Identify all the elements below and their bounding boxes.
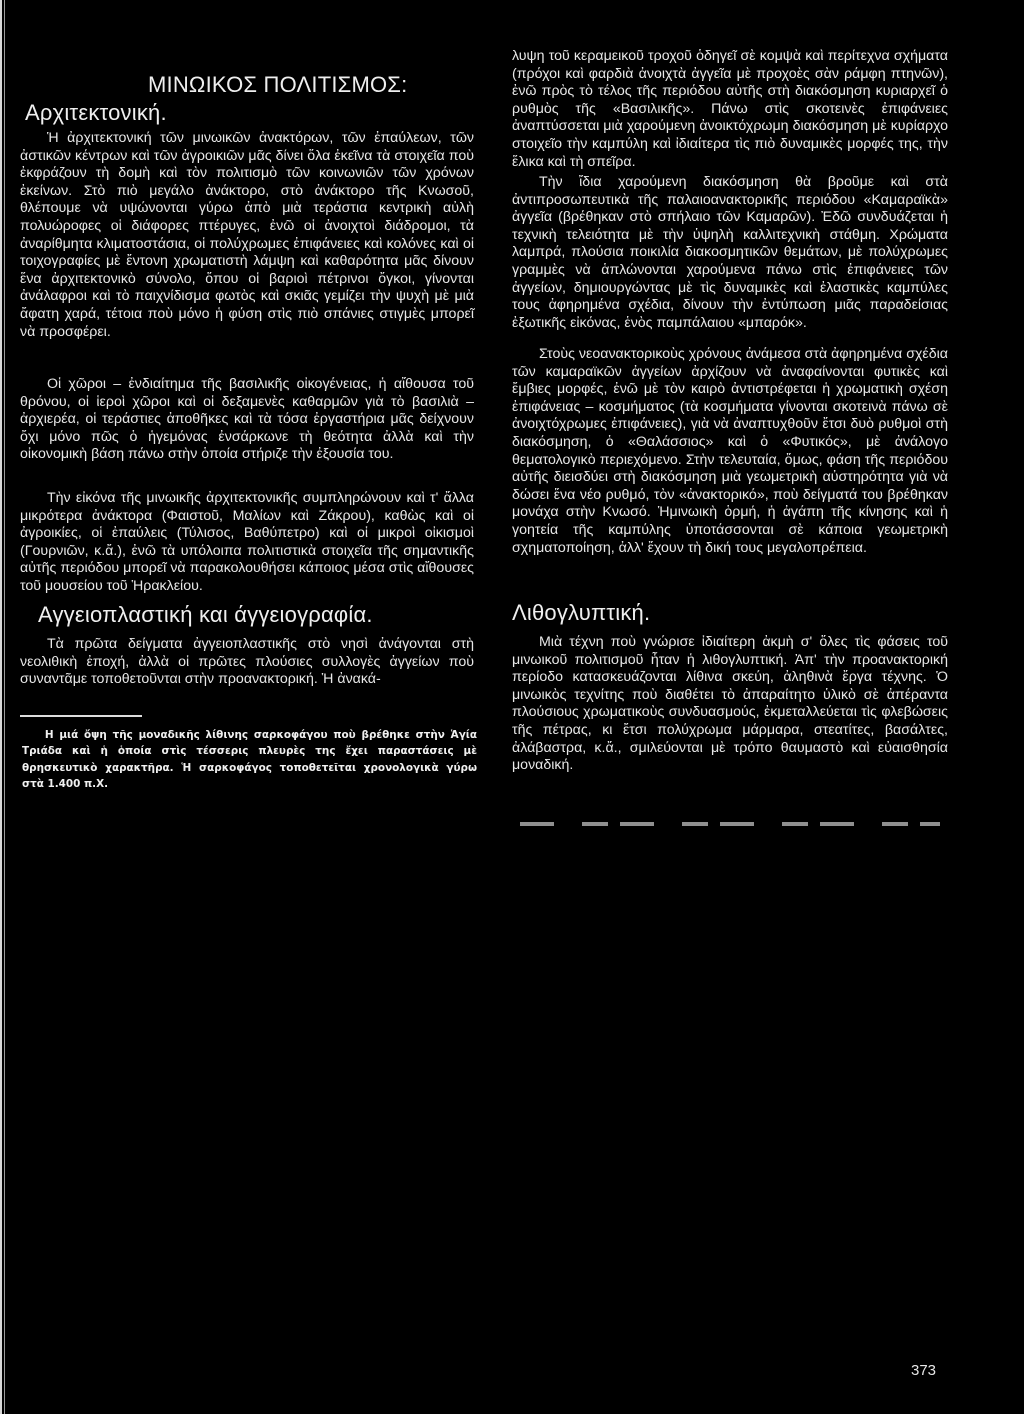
section-heading-architecture: Αρχιτεκτονική. [25, 100, 167, 125]
left-paragraph-4: Τὰ πρῶτα δείγματα ἀγγειοπλαστικῆς στὸ νησὶ ἀνάγονται στὴ νεολιθικὴ ἐποχή, ἀλλὰ οἱ πρῶτες πλούσιες συλλογὲς ἀγγείων ποὺ συναντᾶμε τοποθετοῦνται στὴν προανακτορική. Ἡ ἀνακά- [20, 636, 474, 688]
page-number: 373 [911, 1362, 937, 1379]
scan-edge [0, 0, 6, 1414]
left-paragraph-1: Ἡ ἀρχιτεκτονική τῶν μινωικῶν ἀνακτόρων, τῶν ἐπαύλεων, τῶν ἀστικῶν κέντρων καὶ τῶν ἀγροικιῶν μᾶς δίνει ὅλα ἐκεῖνα τὰ στοιχεῖα ποὺ ἐκφράζουν τὴ δομὴ καὶ τὸν πολιτισμὸ τῶν κοινωνιῶν τῶν χρόνων ἐκείνων. Στὸ πιὸ μεγάλο ἀνάκτορο, στὸ ἀνάκτορο τῆς Κνωσοῦ, θλέπουμε νὰ υψώνονται γύρω ἀπὸ μιὰ τεράστια κεντρικὴ αὐλὴ πολυώροφες οἱ διάφορες πτέρυγες, ἐνῶ οἱ ἀνοιχτοὶ διάδρομοι, τὰ ἀναρίθμητα κλιματοστάσια, οἱ πολύχρωμες ἐπιφάνειες καὶ κολόνες καὶ οἱ τοιχογραφίες μὲ ἔντονη χρωματιστὴ λάμψη καὶ καθαρότητα μᾶς δίνουν ἕνα ἀρχιτεκτονικὸ σύνολο, ὅπου οἱ βαριοὶ πέτρινοι ὄγκοι, γίνονται ἀνάλαφροι καὶ τὸ παιχνίδισμα φωτὸς καὶ σκιᾶς γεμίζει τὴν ψυχὴ μὲ μιὰ ἄφατη χαρά, τέτοια ποὺ μόνο ἡ φύση στὶς πιὸ σπάνιες στιγμὲς μπορεῖ νὰ προσφέρει. [20, 130, 474, 340]
left-paragraph-2: Οἱ χῶροι – ἐνδιαίτημα τῆς βασιλικῆς οἰκογένειας, ἡ αἴθουσα τοῦ θρόνου, οἱ ἱεροὶ χῶροι καὶ οἱ δεξαμενὲς καθαρμῶν γιὰ τὸ βασιλιὰ – ἀρχιερέα, οἱ τεράστιες ἀποθῆκες καὶ τὰ τόσα ἐργαστήρια μᾶς δείχνουν ὄχι μόνο πῶς ὁ ἡγεμόνας ἐνσάρκωνε τὴ θεότητα ἀλλὰ καὶ τὴν οἰκονομικὴ βάση πάνω στὴν ὁποία στήριζε τὴν ἐξουσία του. [20, 376, 474, 463]
figure-caption: Η μιά ὄψη τῆς μοναδικῆς λίθινης σαρκοφάγου ποὺ βρέθηκε στὴν Ἁγία Τριάδα καὶ ἡ ὁποία στὶς τέσσερις πλευρὲς της ἔχει παραστάσεις μὲ θρησκευτικὸ χαρακτῆρα. Ἡ σαρκοφάγος τοποθετεῖται χρονολογικὰ γύρω στὰ 1.400 π.Χ. [22, 729, 477, 791]
section-heading-stone: Λιθογλυπτική. [512, 600, 651, 625]
faded-line-residue [520, 822, 940, 826]
chapter-title: ΜΙΝΩΙΚΟΣ ΠΟΛΙΤΙΣΜΟΣ: [148, 72, 408, 97]
right-paragraph-1: λυψη τοῦ κεραμεικοῦ τροχοῦ ὁδηγεῖ σὲ κομψὰ καὶ περίτεχνα σχήματα (πρόχοι καὶ φαρδιὰ ἀνοιχτὰ ἀγγεῖα μὲ προχοὲς σὰν ράμφη πτηνῶν), ἐνῶ πρὸς τὸ τέλος τῆς περιόδου αὐτῆς στὴ διακόσμηση κυριαρχεῖ ὁ ρυθμὸς τῆς «Βασιλικῆς». Πάνω στὶς σκοτεινὲς ἐπιφάνειες ἀναπτύσσεται μιὰ χαρούμενη ἀνοικτόχρωμη διακόσμηση μὲ κυρίαρχο στοιχεῖο τὴν καμπύλη καὶ ἰδιαίτερα τὶς πιὸ δυναμικὲς μορφές της, τὴν ἕλικα καὶ τὴ σπεῖρα. [512, 48, 948, 170]
right-paragraph-4: Μιὰ τέχνη ποὺ γνώρισε ἰδιαίτερη ἀκμὴ σ' ὅλες τὶς φάσεις τοῦ μινωικοῦ πολιτισμοῦ ἦταν ἡ λιθογλυπτική. Ἀπ' τὴν προανακτορική περίοδο κατασκευάζονται λίθινα σκεύη, ἀληθινὰ ἔργα τέχνης. Ὁ μινωικὸς τεχνίτης ποὺ διαθέτει τὸ ἀπαραίτητο ὑλικὸ σὲ ἀπέραντα πλούσιους χρωματικοὺς συνδυασμούς, ἐκμεταλλεύεται τὶς φλεβώσεις τῆς πέτρας, κι ἔτσι πολύχρωμα μάρμαρα, στεατίτες, βασάλτες, ἀλάβαστρα, κ.ἄ., σμιλεύονται μὲ τρόπο θαυμαστὸ καὶ εὐαισθησία μοναδική. [512, 634, 948, 774]
caption-divider [20, 715, 142, 717]
right-paragraph-3: Στοὺς νεοανακτορικοὺς χρόνους ἀνάμεσα στὰ ἀφηρημένα σχέδια τῶν καμαραϊκῶν ἀγγείων ἀρχίζουν νὰ ἀναφαίνονται φυτικὲς καὶ ἔμβιες μορφές, ἐνῶ μὲ τὸν καιρὸ ἀντιστρέφεται ἡ χρωματικὴ σχέση ἐπιφάνειας – κοσμήματος (τὰ κοσμήματα γίνονται σκοτεινὰ πάνω σὲ ἀνοιχτόχρωμες ἐπιφάνειες), γιὰ νὰ ἀναπτυχθοῦν ἔτσι δυὸ ρυθμοὶ στὴ διακόσμηση, ὁ «Θαλάσσιος» καὶ ὁ «Φυτικός», μὲ ἀνάλογο θεματολογικὸ περιεχόμενο. Στὴν τελευταία, ὅμως, φάση τῆς περιόδου αὐτῆς διεισδύει στὴ διακόσμηση μιὰ γεωμετρικὴ αὐστηρότητα γιὰ νὰ δώσει ἕνα νέο ρυθμό, τὸν «ἀνακτορικό», ποὺ δείγματά του βρέθηκαν μονάχα στὴν Κνωσό. Ἡμινωικὴ ὁρμή, ἡ ἀγάπη τῆς κίνησης καὶ ἡ γοητεία τῆς καμπύλης ὑποτάσσονται σὲ κάποια γεωμετρικὴ σχηματοποίηση, ἀλλ' ἔχουν τὴ δική τους μεγαλοπρέπεια. [512, 346, 948, 556]
section-heading-pottery: Αγγειοπλαστική και άγγειογραφία. [38, 602, 373, 627]
left-paragraph-3: Τὴν εἰκόνα τῆς μινωικῆς ἀρχιτεκτονικῆς συμπληρώνουν καὶ τ' ἄλλα μικρότερα ἀνάκτορα (Φαιστοῦ, Μαλίων καὶ Ζάκρου), καθὼς καὶ οἱ ἀγροικίες, οἱ ἐπαύλεις (Τύλισος, Βαθύπετρο) καὶ οἱ μικροὶ οἰκισμοὶ (Γουρνιῶν, κ.ἄ.), ἐνῶ τὰ υπόλοιπα πολιτιστικὰ στοιχεῖα τῆς σημαντικῆς αὐτῆς περιόδου μπορεῖ νὰ παρακολουθήσει κάποιος μέσα στὶς αἴθουσες τοῦ μουσείου τοῦ Ἡρακλείου. [20, 490, 474, 594]
right-paragraph-2: Τὴν ἴδια χαρούμενη διακόσμηση θὰ βροῦμε καὶ στὰ ἀντιπροσωπευτικὰ τῆς παλαιοανακτορικῆς περιόδου «Καμαραϊκὰ» ἀγγεῖα (βρέθηκαν στὸ σπήλαιο τῶν Καμαρῶν). Ἐδῶ συνδυάζεται ἡ τεχνικὴ τελειότητα μὲ τὴν ὑψηλὴ καλλιτεχνικὴ στάθμη. Χρώματα λαμπρά, πλούσια ποικιλία διακοσμητικῶν θεμάτων, μὲ πολύχρωμες γραμμὲς νὰ ἁπλώνονται χαρούμενα πάνω στὶς ἐπιφάνειες τῶν ἀγγείων, δημιουργώντας μὲ τὶς δυναμικὲς καὶ ἐλαστικὲς καμπύλες τους ἀφηρημένα σχέδια, δίνουν τὴν ἐντύπωση μιᾶς παραδείσιας ἐξωτικῆς εἰκόνας, ἑνὸς παμπάλαιου «μπαρόκ». [512, 174, 948, 331]
